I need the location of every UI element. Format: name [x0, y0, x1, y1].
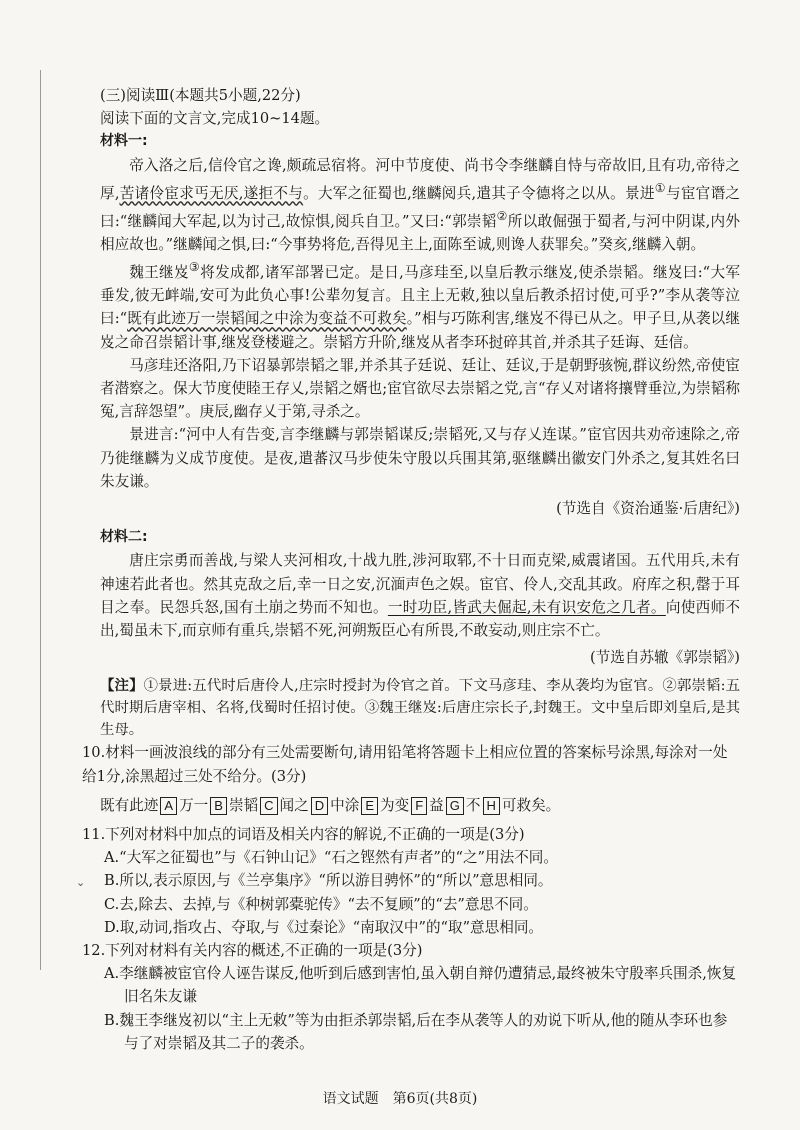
question-12-stem: 12.下列对材料有关内容的概述,不正确的一项是(3分) [82, 942, 423, 960]
answer-box-b[interactable]: B [210, 797, 227, 815]
answer-box-d[interactable]: D [311, 797, 328, 815]
binding-margin-line [40, 70, 41, 970]
page-content [82, 84, 741, 1055]
material1-source: (节选自《资治通鉴·后唐纪》) [556, 500, 740, 518]
answer-box-g[interactable]: G [446, 797, 464, 815]
section-instruction: 阅读下面的文言文,完成10~14题。 [100, 110, 330, 128]
question-11-stem: 11.下列对材料中加点的词语及相关内容的解说,不正确的一项是(3分) [82, 826, 525, 844]
question-11-option-a: A.“大军之征蜀也”与《石钟山记》“石之铿然有声者”的“之”用法不同。 [104, 849, 558, 867]
text-run: 将发成都,诸军部署已定。是日,马彦珪至,以皇后教示继岌,使杀崇韬。继岌曰:“大军垂发,彼无衅端,安可为此负心事!公辈勿复言。且主上无敕,独以皇后教杀招讨使,可乎?”李从袭等泣曰:“ [100, 264, 740, 328]
notes-label: 【注】 [100, 678, 144, 695]
segment: 中涂 [330, 796, 360, 814]
text-run: 魏王继岌 [129, 264, 189, 281]
text-run: 帝入洛之后,信伶官之谗,颇疏忌宿将。河中节度使、尚书令李继麟自恃与帝故旧,且有功,帝待之厚, [100, 156, 740, 202]
wavy-underlined-text: 苦诸伶宦求丐无厌,遂拒不与 [119, 184, 304, 202]
text-run: 。”相与巧陈利害,继岌不得已从之。甲子旦,从袭以继岌之命召崇韬计事,继岌登楼避之。崇韬方升阶,继岌从者李环挝碎其首,并杀其子廷诲、廷信。 [100, 310, 740, 351]
pencil-mark: ⌄ [76, 876, 86, 889]
footnote-marker: ③ [188, 260, 201, 275]
footnote-marker: ① [654, 180, 666, 195]
material1-paragraph-1 [100, 154, 740, 257]
segment: 万一 [179, 796, 209, 814]
question-11-option-b: B.所以,表示原因,与《兰亭集序》“所以游目骋怀”的“所以”意思相同。 [104, 872, 553, 890]
answer-box-a[interactable]: A [160, 797, 177, 815]
notes [100, 675, 740, 741]
answer-box-e[interactable]: E [361, 797, 378, 815]
answer-box-f[interactable]: F [411, 797, 427, 815]
question-10-stem: 10.材料一画波浪线的部分有三处需要断句,请用铅笔将答题卡上相应位置的答案标号涂黑,每涂对一处给1分,涂黑超过三处不给分。(3分) [82, 744, 728, 785]
answer-box-c[interactable]: C [260, 797, 277, 815]
wavy-underlined-text: 既有此迹万一崇韬闻之中涂为变益不可救矣 [127, 310, 407, 328]
segment: 为变 [380, 796, 410, 814]
question-12-option-b: B.魏王李继岌初以“主上无敕”等为由拒杀郭崇韬,后在李从袭等人的劝说下听从,他的随从李环也参与了对崇韬及其二子的袭杀。 [104, 1011, 728, 1052]
question-11-option-c: C.去,除去、去掉,与《种树郭橐驼传》“去不复顾”的“去”意思不同。 [104, 895, 538, 913]
notes-text: ①景进:五代时后唐伶人,庄宗时授封为伶官之首。下文马彦珪、李从袭均为宦官。②郭崇韬:五代时期后唐宰相、名将,伐蜀时任招讨使。③魏王继岌:后唐庄宗长子,封魏王。文中皇后即刘皇后,是其生母。 [100, 678, 740, 739]
underlined-text: 一时功臣,皆武夫倔起,未有识安危之几者。 [387, 598, 666, 616]
question-12-option-a: A.李继麟被宦官伶人诬告谋反,他听到后感到害怕,虽入朝自辩仍遭猜忌,最终被朱守殷率兵围杀,恢复旧名朱友谦 [104, 965, 737, 1006]
material2-paragraph [100, 549, 740, 642]
text-run: 与宦官谮之曰:“继麟闻大军起,以为讨己,故惊惧,阅兵自卫。”又曰:“郭崇韬 [100, 184, 741, 230]
material1-paragraph-2 [100, 256, 740, 354]
segment: 可救矣。 [501, 796, 561, 814]
segment: 益 [429, 796, 444, 814]
answer-box-h[interactable]: H [483, 797, 500, 815]
material2-source: (节选自苏辙《郭崇韬》) [589, 649, 740, 667]
text-run: 唐庄宗勇而善战,与梁人夹河相攻,十战九胜,涉河取郓,不十日而克梁,威震诸国。五代用兵,未有神速若此者也。然其克敌之后,幸一日之安,沉湎声色之娱。宦官、伶人,交乱其政。府库之积,罄于耳目之奉。民怨兵怒,国有土崩之势而不知也。 [100, 552, 740, 616]
material2-label: 材料二: [100, 529, 148, 546]
text-run: 。大军之征蜀也,继麟阅兵,遣其子令德将之以从。景进 [303, 184, 655, 202]
footnote-marker: ② [496, 208, 508, 223]
segment: 不 [465, 796, 481, 814]
segment: 崇韬 [228, 796, 259, 814]
segment: 既有此迹 [100, 796, 159, 814]
text-run: 所以敢倔强于蜀者,与河中阴谋,内外相应故也。”继麟闻之惧,曰:“今事势将危,吾得见主上,面陈至诚,则谗人获罪矣。”癸亥,继麟入朝。 [100, 212, 740, 253]
segment: 闻之 [279, 796, 309, 814]
material1-paragraph-4: 景进言:“河中人有告变,言李继麟与郭崇韬谋反;崇韬死,又与存乂连谋。”宦官因共劝帝速除之,帝乃徙继麟为义成节度使。是夜,遣蕃汉马步使朱守殷以兵围其第,驱继麟出徽安门外杀之,复其姓名曰朱友谦。 [100, 426, 740, 490]
section-title: (三)阅读Ⅲ(本题共5小题,22分) [100, 87, 301, 104]
material1-label: 材料一: [100, 133, 148, 150]
text-run: 向使西师不出,蜀虽未下,而京师有重兵,崇韬不死,河朔叛臣心有所畏,不敢妄动,则庄宗不亡。 [100, 598, 740, 640]
question-11-option-d: D.取,动词,指攻占、夺取,与《过秦论》“南取汉中”的“取”意思相同。 [104, 918, 544, 936]
material1-paragraph-3: 马彦珪还洛阳,乃下诏暴郭崇韬之罪,并杀其子廷说、廷让、廷议,于是朝野骇惋,群议纷然,帝使宦者潜察之。保大节度使睦王存乂,崇韬之婿也;宦官欲尽去崇韬之党,言“存乂对诸将攘臂垂泣,为崇韬称冤,言辞怨望”。庚辰,幽存乂于第,寻杀之。 [100, 356, 740, 421]
page-footer: 语文试题 第6页(共8页) [322, 1091, 478, 1107]
question-10-sentence [100, 794, 740, 817]
